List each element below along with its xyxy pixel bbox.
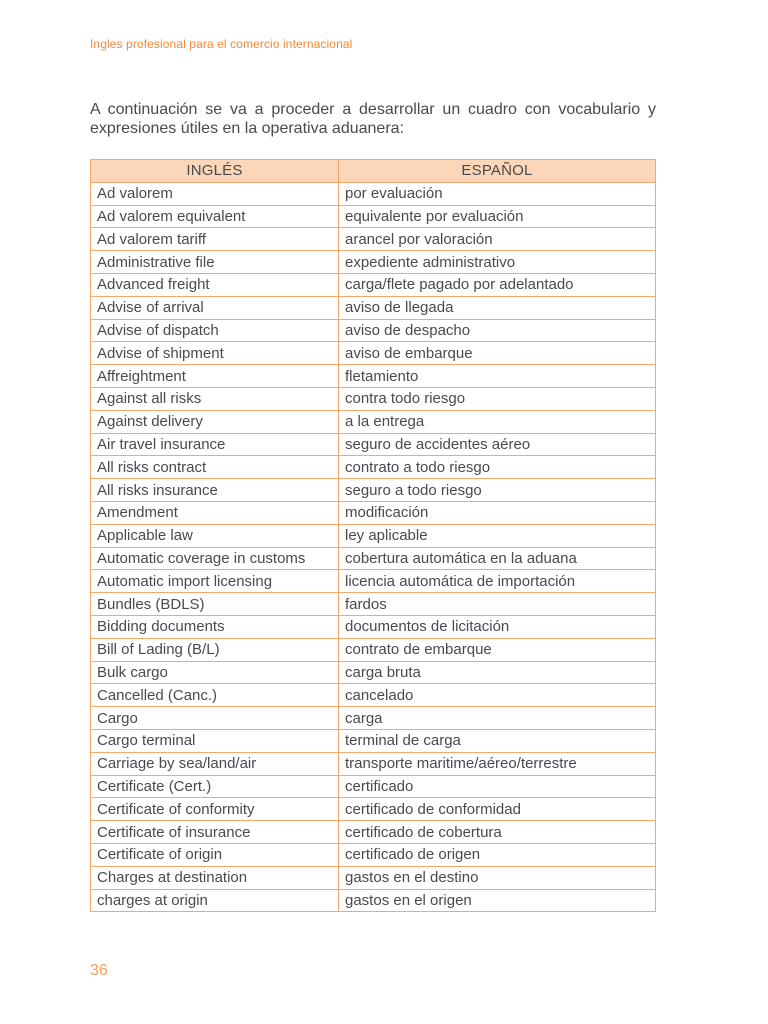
- english-term-cell: Ad valorem tariff: [91, 228, 339, 251]
- table-row: [91, 524, 656, 547]
- english-term-cell: Affreightment: [91, 365, 339, 388]
- spanish-term-cell: aviso de embarque: [339, 342, 656, 365]
- table-row: [91, 410, 656, 433]
- table-row: [91, 707, 656, 730]
- page-number: 36: [90, 962, 108, 979]
- table-row: [91, 593, 656, 616]
- english-term-cell: Cancelled (Canc.): [91, 684, 339, 707]
- spanish-term-cell: gastos en el origen: [339, 889, 656, 912]
- english-term-cell: Certificate of conformity: [91, 798, 339, 821]
- english-term-cell: Advise of dispatch: [91, 319, 339, 342]
- english-term-cell: charges at origin: [91, 889, 339, 912]
- english-term-cell: Automatic import licensing: [91, 570, 339, 593]
- table-row: [91, 684, 656, 707]
- spanish-term-cell: transporte maritime/aéreo/terrestre: [339, 752, 656, 775]
- english-term-cell: Administrative file: [91, 251, 339, 274]
- table-row: [91, 433, 656, 456]
- spanish-term-cell: fletamiento: [339, 365, 656, 388]
- vocabulary-table: [90, 159, 656, 912]
- english-term-cell: Bidding documents: [91, 615, 339, 638]
- table-row: [91, 638, 656, 661]
- english-term-cell: Against delivery: [91, 410, 339, 433]
- table-row: [91, 342, 656, 365]
- spanish-term-cell: terminal de carga: [339, 729, 656, 752]
- table-row: [91, 182, 656, 205]
- spanish-term-cell: seguro de accidentes aéreo: [339, 433, 656, 456]
- spanish-term-cell: carga bruta: [339, 661, 656, 684]
- spanish-term-cell: ley aplicable: [339, 524, 656, 547]
- spanish-term-cell: contrato de embarque: [339, 638, 656, 661]
- spanish-term-cell: contra todo riesgo: [339, 387, 656, 410]
- english-term-cell: Applicable law: [91, 524, 339, 547]
- spanish-term-cell: contrato a todo riesgo: [339, 456, 656, 479]
- spanish-term-cell: cancelado: [339, 684, 656, 707]
- table-row: [91, 387, 656, 410]
- english-term-cell: Bulk cargo: [91, 661, 339, 684]
- table-row: [91, 319, 656, 342]
- english-term-cell: Bundles (BDLS): [91, 593, 339, 616]
- table-header-row: [91, 160, 656, 183]
- spanish-term-cell: certificado de cobertura: [339, 821, 656, 844]
- table-row: [91, 205, 656, 228]
- table-row: [91, 843, 656, 866]
- table-row: [91, 570, 656, 593]
- spanish-term-cell: equivalente por evaluación: [339, 205, 656, 228]
- english-term-cell: Advise of arrival: [91, 296, 339, 319]
- spanish-term-cell: carga/flete pagado por adelantado: [339, 273, 656, 296]
- english-term-cell: Automatic coverage in customs: [91, 547, 339, 570]
- column-header-english: INGLÉS: [91, 160, 339, 183]
- english-term-cell: Advanced freight: [91, 273, 339, 296]
- table-row: [91, 273, 656, 296]
- spanish-term-cell: certificado de origen: [339, 843, 656, 866]
- english-term-cell: Against all risks: [91, 387, 339, 410]
- english-term-cell: Amendment: [91, 501, 339, 524]
- english-term-cell: Carriage by sea/land/air: [91, 752, 339, 775]
- column-header-spanish: ESPAÑOL: [339, 160, 656, 183]
- spanish-term-cell: aviso de llegada: [339, 296, 656, 319]
- english-term-cell: Ad valorem: [91, 182, 339, 205]
- spanish-term-cell: certificado de conformidad: [339, 798, 656, 821]
- english-term-cell: Cargo: [91, 707, 339, 730]
- english-term-cell: Certificate of insurance: [91, 821, 339, 844]
- table-row: [91, 296, 656, 319]
- table-row: [91, 479, 656, 502]
- spanish-term-cell: carga: [339, 707, 656, 730]
- table-row: [91, 866, 656, 889]
- english-term-cell: Ad valorem equivalent: [91, 205, 339, 228]
- spanish-term-cell: documentos de licitación: [339, 615, 656, 638]
- spanish-term-cell: gastos en el destino: [339, 866, 656, 889]
- table-row: [91, 752, 656, 775]
- table-row: [91, 798, 656, 821]
- table-row: [91, 775, 656, 798]
- english-term-cell: Certificate (Cert.): [91, 775, 339, 798]
- english-term-cell: Advise of shipment: [91, 342, 339, 365]
- table-body: [91, 182, 656, 912]
- english-term-cell: All risks insurance: [91, 479, 339, 502]
- spanish-term-cell: licencia automática de importación: [339, 570, 656, 593]
- table-row: [91, 729, 656, 752]
- table-row: [91, 547, 656, 570]
- english-term-cell: Cargo terminal: [91, 729, 339, 752]
- spanish-term-cell: modificación: [339, 501, 656, 524]
- spanish-term-cell: expediente administrativo: [339, 251, 656, 274]
- table-row: [91, 661, 656, 684]
- spanish-term-cell: por evaluación: [339, 182, 656, 205]
- spanish-term-cell: fardos: [339, 593, 656, 616]
- english-term-cell: Air travel insurance: [91, 433, 339, 456]
- english-term-cell: All risks contract: [91, 456, 339, 479]
- table-row: [91, 501, 656, 524]
- table-row: [91, 821, 656, 844]
- running-header: Ingles profesional para el comercio internacional: [90, 37, 353, 51]
- table-row: [91, 889, 656, 912]
- spanish-term-cell: aviso de despacho: [339, 319, 656, 342]
- spanish-term-cell: seguro a todo riesgo: [339, 479, 656, 502]
- spanish-term-cell: certificado: [339, 775, 656, 798]
- spanish-term-cell: cobertura automática en la aduana: [339, 547, 656, 570]
- english-term-cell: Certificate of origin: [91, 843, 339, 866]
- table-row: [91, 365, 656, 388]
- english-term-cell: Charges at destination: [91, 866, 339, 889]
- table-row: [91, 456, 656, 479]
- spanish-term-cell: arancel por valoración: [339, 228, 656, 251]
- table-row: [91, 615, 656, 638]
- intro-paragraph: A continuación se va a proceder a desarrollar un cuadro con vocabulario y expresiones útiles en la operativa aduanera:: [90, 101, 656, 137]
- spanish-term-cell: a la entrega: [339, 410, 656, 433]
- table-row: [91, 251, 656, 274]
- english-term-cell: Bill of Lading (B/L): [91, 638, 339, 661]
- table-row: [91, 228, 656, 251]
